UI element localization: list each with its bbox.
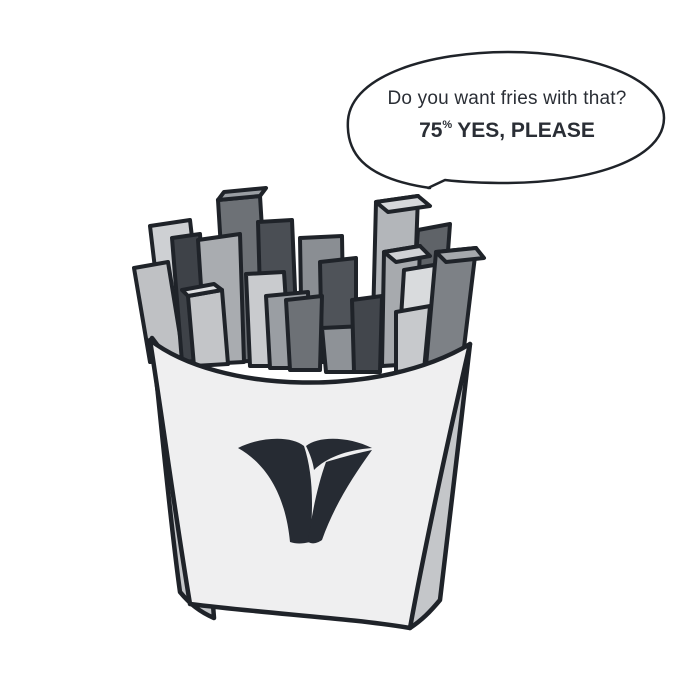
answer-percent-sign: % <box>442 119 453 131</box>
bubble-question: Do you want fries with that? <box>387 88 627 109</box>
answer-percent: 75 <box>419 119 443 142</box>
answer-text: YES, PLEASE <box>457 119 595 142</box>
bubble-answer <box>348 119 666 143</box>
french-fries-icon <box>134 188 484 372</box>
speech-bubble-text <box>348 88 666 143</box>
